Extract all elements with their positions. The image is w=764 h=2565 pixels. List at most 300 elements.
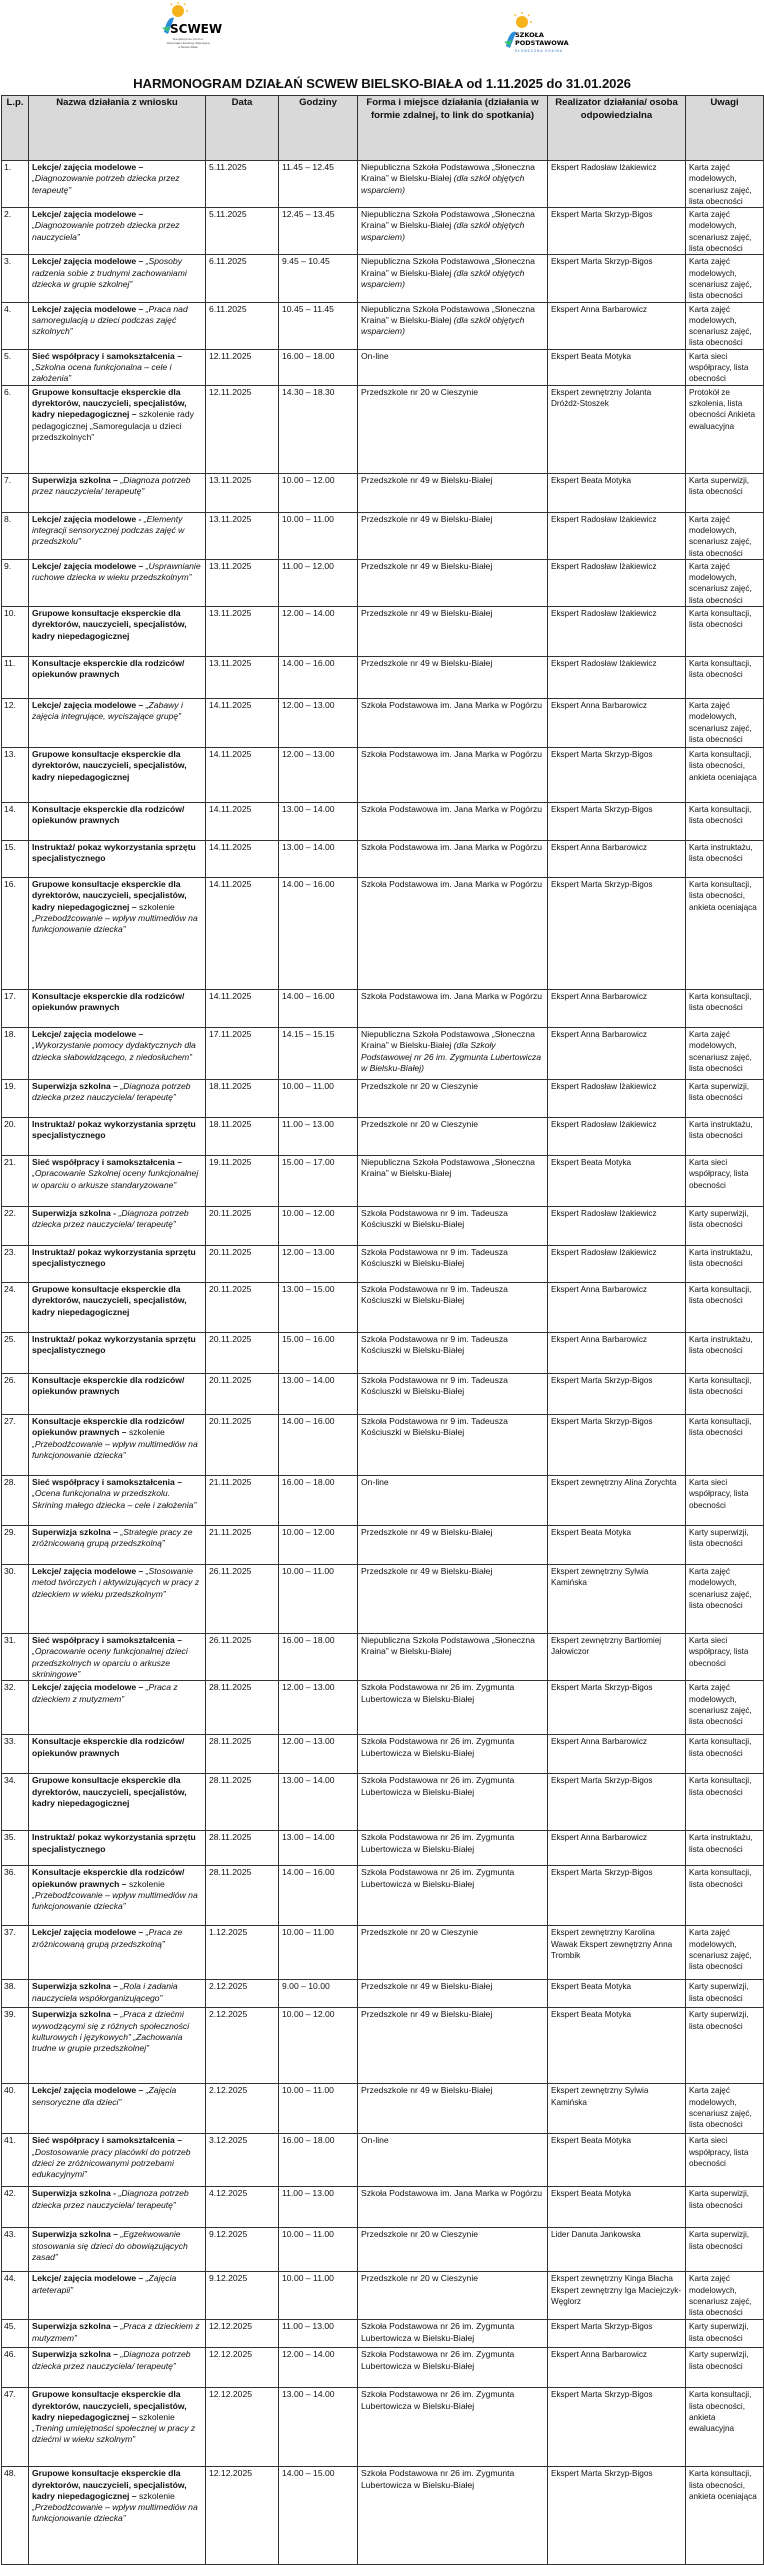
activity-responsible: Ekspert Anna Barbarowicz <box>551 1737 648 1747</box>
cell-who <box>548 2272 686 2320</box>
cell-who <box>548 2008 686 2084</box>
row-number: 11. <box>4 658 16 669</box>
activity-place: Przedszkole nr 49 w Bielsku-Białej <box>361 2009 493 2020</box>
cell-name <box>29 302 206 349</box>
table-row <box>2 1831 764 1866</box>
activity-date: 18.11.2025 <box>209 1119 252 1130</box>
cell-place <box>358 1080 548 1118</box>
activity-type: Sieć współpracy i samokształcenia – <box>32 350 182 361</box>
cell-date <box>206 1028 279 1080</box>
cell-place <box>358 2320 548 2348</box>
table-row <box>2 878 764 990</box>
activity-place: Szkoła Podstawowa nr 26 im. Zygmunta Lubertowicza w Bielsku-Białej <box>361 1682 515 1704</box>
cell-date <box>206 2467 279 2565</box>
table-row <box>2 208 764 255</box>
activity-responsible: Ekspert Radosław Iżakiewicz <box>551 1120 657 1130</box>
activity-date: 13.11.2025 <box>209 658 252 669</box>
table-row <box>2 559 764 606</box>
cell-who <box>548 1156 686 1207</box>
activity-type: Konsultacje eksperckie dla rodziców/ opiekunów prawnych <box>32 658 185 680</box>
cell-date <box>206 559 279 606</box>
activity-date: 14.11.2025 <box>209 879 252 890</box>
cell-lp <box>2 803 29 841</box>
cell-notes <box>686 1926 764 1980</box>
activity-notes: Karta instruktażu, lista obecności <box>689 1120 753 1141</box>
cell-hours <box>279 385 358 473</box>
activity-hours: 12.00 – 14.00 <box>282 2349 335 2360</box>
cell-place <box>358 2272 548 2320</box>
activity-type: Konsultacje eksperckie dla rodziców/ opiekunów prawnych <box>32 1736 185 1758</box>
activity-date: 3.12.2025 <box>209 2135 248 2146</box>
activity-type: Sieć współpracy i samokształcenia – <box>32 1477 182 1488</box>
activity-type: Grupowe konsultacje eksperckie dla dyrektorów, nauczycieli, specjalistów, kadry niepedagogicznej <box>32 608 187 641</box>
page-title: HARMONOGRAM DZIAŁAŃ SCWEW BIELSKO-BIAŁA od 1.11.2025 do 31.01.2026 <box>133 76 631 91</box>
activity-topic: „Diagnoza potrzeb dziecka przez nauczyciela/ terapeutę” <box>32 1208 189 1230</box>
row-number: 46. <box>4 2349 16 2360</box>
row-number: 4. <box>4 303 12 314</box>
row-number: 15. <box>4 842 16 853</box>
cell-lp <box>2 2084 29 2134</box>
activity-place: Przedszkole nr 20 w Cieszynie <box>361 2273 479 2284</box>
activity-topic: „Diagnoza potrzeb przez nauczyciela/ terapeutę” <box>32 474 191 496</box>
cell-lp <box>2 2320 29 2348</box>
cell-hours <box>279 1283 358 1333</box>
cell-date <box>206 1980 279 2008</box>
activity-type: Lekcje/ zajęcia modelowe – <box>32 162 144 172</box>
cell-place <box>358 1333 548 1374</box>
row-number: 35. <box>4 1832 16 1843</box>
activity-responsible: Ekspert Beata Motyka <box>551 2010 632 2020</box>
activity-type: Instruktaż/ pokaz wykorzystania sprzętu specjalistycznego <box>32 1334 196 1356</box>
activity-date: 1.12.2025 <box>209 1927 248 1938</box>
activity-date: 21.11.2025 <box>209 1527 252 1538</box>
cell-lp <box>2 878 29 990</box>
activity-responsible: Ekspert Marta Skrzyp-Bigos <box>551 1683 653 1693</box>
activity-hours: 12.00 – 13.00 <box>282 749 335 760</box>
cell-notes <box>686 803 764 841</box>
activity-place: On-line <box>361 350 389 361</box>
cell-notes <box>686 1565 764 1634</box>
cell-hours <box>279 2187 358 2228</box>
cell-name <box>29 349 206 385</box>
activity-hours: 14.00 – 16.00 <box>282 991 335 1002</box>
activity-notes: Karty superwizji, lista obecności <box>689 1528 749 1549</box>
cell-hours <box>279 1926 358 1980</box>
cell-name <box>29 1980 206 2008</box>
activity-place: Przedszkole nr 20 w Cieszynie <box>361 1081 479 1092</box>
cell-notes <box>686 1156 764 1207</box>
cell-hours <box>279 1476 358 1526</box>
table-row <box>2 748 764 803</box>
activity-date: 2.12.2025 <box>209 1981 248 1992</box>
activity-notes: Karta sieci współpracy, lista obecności <box>689 1636 749 1668</box>
cell-date <box>206 699 279 748</box>
cell-place <box>358 2084 548 2134</box>
cell-lp <box>2 607 29 657</box>
cell-lp <box>2 2187 29 2228</box>
activity-notes: Karta konsultacji, lista obecności <box>689 1868 752 1889</box>
cell-place <box>358 385 548 473</box>
activity-date: 9.12.2025 <box>209 2229 248 2240</box>
table-row <box>2 2187 764 2228</box>
activity-place: Szkoła Podstawowa nr 26 im. Zygmunta Lubertowicza w Bielsku-Białej <box>361 2321 515 2343</box>
activity-notes: Karta instruktażu, lista obecności <box>689 1248 753 1269</box>
cell-date <box>206 1246 279 1283</box>
cell-notes <box>686 699 764 748</box>
row-number: 36. <box>4 1867 16 1878</box>
activity-type: Grupowe konsultacje eksperckie dla dyrektorów, nauczycieli, specjalistów, kadry niepedagogicznej <box>32 1775 187 1808</box>
activity-hours: 9.45 – 10.45 <box>282 256 330 267</box>
cell-name <box>29 1246 206 1283</box>
activity-responsible: Ekspert zewnętrzny Sylwia Kamińska <box>551 2086 649 2107</box>
cell-name <box>29 385 206 473</box>
activity-topic: „Zajęcia arteterapii” <box>32 2273 177 2295</box>
activity-responsible: Ekspert Radosław Iżakiewicz <box>551 561 657 571</box>
cell-lp <box>2 1926 29 1980</box>
row-number: 12. <box>4 700 16 711</box>
row-number: 1. <box>4 162 12 172</box>
cell-date <box>206 657 279 699</box>
cell-who <box>548 1634 686 1681</box>
activity-responsible: Ekspert Anna Barbarowicz <box>551 1030 648 1040</box>
cell-notes <box>686 161 764 208</box>
activity-notes: Karta konsultacji, lista obecności, ankieta oceniająca <box>689 2469 757 2501</box>
row-number: 26. <box>4 1375 16 1386</box>
table-row <box>2 803 764 841</box>
table-row <box>2 990 764 1028</box>
cell-name <box>29 2084 206 2134</box>
table-row <box>2 2272 764 2320</box>
table-row <box>2 1980 764 2008</box>
cell-who <box>548 2388 686 2467</box>
activity-topic: „Zajęcia sensoryczne dla dzieci” <box>32 2085 177 2107</box>
cell-lp <box>2 208 29 255</box>
cell-hours <box>279 1866 358 1926</box>
cell-name <box>29 1735 206 1774</box>
activity-hours: 10.00 – 11.00 <box>282 513 334 524</box>
cell-place <box>358 512 548 559</box>
activity-date: 12.12.2025 <box>209 2321 253 2332</box>
cell-hours <box>279 990 358 1028</box>
activity-place: Przedszkole nr 49 w Bielsku-Białej <box>361 1566 493 1577</box>
table-row <box>2 2388 764 2467</box>
table-body <box>2 161 764 2565</box>
activity-date: 14.11.2025 <box>209 749 252 760</box>
cell-name <box>29 2348 206 2388</box>
activity-notes: Karta konsultacji, lista obecności <box>689 659 752 680</box>
activity-hours: 10.00 – 11.00 <box>282 2273 334 2284</box>
row-number: 39. <box>4 2009 16 2020</box>
activity-date: 9.12.2025 <box>209 2273 248 2284</box>
activity-place: Przedszkole nr 20 w Cieszynie <box>361 1119 479 1130</box>
cell-hours <box>279 803 358 841</box>
activity-hours: 10.00 – 12.00 <box>282 474 335 485</box>
activity-place: Przedszkole nr 49 w Bielsku-Białej <box>361 513 493 524</box>
cell-notes <box>686 1774 764 1831</box>
activity-notes: Karta zajęć modelowych, scenariusz zajęć, lista obecności <box>689 304 752 348</box>
cell-place <box>358 1374 548 1415</box>
activity-responsible: Ekspert Marta Skrzyp-Bigos <box>551 805 653 815</box>
cell-lp <box>2 841 29 878</box>
cell-hours <box>279 1028 358 1080</box>
activity-responsible: Ekspert Radosław Iżakiewicz <box>551 163 657 172</box>
activity-type: Superwizja szkolna – <box>32 2229 118 2240</box>
activity-notes: Karta superwizji, lista obecności <box>689 2189 750 2210</box>
activity-hours: 10.00 – 12.00 <box>282 2009 335 2020</box>
cell-place <box>358 208 548 255</box>
table-row <box>2 2348 764 2388</box>
cell-who <box>548 349 686 385</box>
cell-lp <box>2 2228 29 2272</box>
cell-lp <box>2 1526 29 1565</box>
activity-responsible: Ekspert Radosław Iżakiewicz <box>551 659 657 669</box>
activity-date: 28.11.2025 <box>209 1682 252 1693</box>
activity-notes: Karty superwizji, lista obecności <box>689 2322 749 2343</box>
activity-place: Przedszkole nr 49 w Bielsku-Białej <box>361 658 493 669</box>
activity-date: 12.11.2025 <box>209 350 252 361</box>
cell-place <box>358 2134 548 2187</box>
header-date: Data <box>206 96 279 161</box>
row-number: 44. <box>4 2273 16 2284</box>
activity-hours: 13.00 – 14.00 <box>282 2389 335 2400</box>
table-row <box>2 2134 764 2187</box>
cell-name <box>29 699 206 748</box>
svg-text:Wspierające Edukację Włączając: Wspierające Edukację Włączającą <box>166 41 210 45</box>
cell-hours <box>279 1565 358 1634</box>
cell-hours <box>279 1526 358 1565</box>
activity-hours: 14.00 – 16.00 <box>282 879 335 890</box>
cell-lp <box>2 559 29 606</box>
cell-date <box>206 302 279 349</box>
cell-lp <box>2 1246 29 1283</box>
cell-notes <box>686 208 764 255</box>
activity-topic: „Trening umiejętności społecznej w pracy z dziećmi w wieku szkolnym” <box>32 2423 196 2445</box>
activity-responsible: Ekspert zewnętrzny Karolina Wawak Ekspert zewnętrzny Anna Trombik <box>551 1928 673 1960</box>
activity-date: 28.11.2025 <box>209 1775 252 1786</box>
cell-hours <box>279 748 358 803</box>
activity-type: Superwizja szkolna – <box>32 2349 118 2360</box>
cell-place <box>358 349 548 385</box>
table-row <box>2 657 764 699</box>
cell-date <box>206 1118 279 1156</box>
cell-date <box>206 208 279 255</box>
cell-hours <box>279 1246 358 1283</box>
row-number: 6. <box>4 386 12 397</box>
table-row <box>2 349 764 385</box>
cell-who <box>548 1565 686 1634</box>
activity-responsible: Ekspert Anna Barbarowicz <box>551 701 648 711</box>
cell-who <box>548 1476 686 1526</box>
cell-notes <box>686 1080 764 1118</box>
cell-place <box>358 1207 548 1246</box>
activity-date: 14.11.2025 <box>209 842 252 853</box>
activity-topic: „Praca ze zróżnicowaną grupą przedszkolną” <box>32 1927 183 1949</box>
cell-place <box>358 1476 548 1526</box>
activity-notes: Karta konsultacji, lista obecności <box>689 805 752 826</box>
cell-who <box>548 1080 686 1118</box>
activity-responsible: Ekspert Anna Barbarowicz <box>551 1335 648 1345</box>
activity-hours: 10.00 – 11.00 <box>282 2229 334 2240</box>
activity-type: Konsultacje eksperckie dla rodziców/ opiekunów prawnych <box>32 991 185 1013</box>
table-header-row <box>2 96 764 161</box>
cell-date <box>206 1333 279 1374</box>
activity-place: Szkoła Podstawowa im. Jana Marka w Pogórzu <box>361 804 543 815</box>
activity-notes: Karta sieci współpracy, lista obecności <box>689 351 749 384</box>
cell-place <box>358 803 548 841</box>
cell-who <box>548 1681 686 1735</box>
cell-name <box>29 1476 206 1526</box>
cell-date <box>206 1681 279 1735</box>
activity-hours: 10.00 – 11.00 <box>282 2085 334 2096</box>
cell-who <box>548 1118 686 1156</box>
row-number: 22. <box>4 1208 16 1219</box>
cell-name <box>29 1028 206 1080</box>
cell-date <box>206 1080 279 1118</box>
activity-hours: 14.00 – 16.00 <box>282 1867 335 1878</box>
cell-lp <box>2 349 29 385</box>
cell-lp <box>2 1831 29 1866</box>
activity-hours: 16.00 – 18.00 <box>282 1477 335 1488</box>
cell-date <box>206 512 279 559</box>
activity-hours: 11.00 – 12.00 <box>282 560 334 571</box>
cell-notes <box>686 1735 764 1774</box>
table-row <box>2 161 764 208</box>
activity-topic: „Praca z dziećmi wywodzącymi się z różnych społeczności kulturowych i językowych” „Zachowania trudne w grupie przedszkolnej” <box>32 2009 190 2054</box>
activity-type: Lekcje/ zajęcia modelowe – <box>32 2085 144 2096</box>
cell-notes <box>686 1476 764 1526</box>
cell-who <box>548 512 686 559</box>
cell-hours <box>279 473 358 512</box>
activity-responsible: Ekspert Anna Barbarowicz <box>551 1285 648 1295</box>
cell-name <box>29 2228 206 2272</box>
activity-date: 28.11.2025 <box>209 1867 252 1878</box>
row-number: 7. <box>4 474 12 485</box>
cell-lp <box>2 302 29 349</box>
cell-place <box>358 1926 548 1980</box>
table-row <box>2 385 764 473</box>
activity-type: Superwizja szkolna - <box>32 1208 117 1219</box>
cell-hours <box>279 2008 358 2084</box>
scwew-logo-name: SCWEW <box>170 22 223 36</box>
cell-hours <box>279 1333 358 1374</box>
cell-date <box>206 1831 279 1866</box>
cell-who <box>548 208 686 255</box>
activity-responsible: Ekspert Beata Motyka <box>551 1158 632 1168</box>
cell-lp <box>2 1774 29 1831</box>
activity-responsible: Ekspert Marta Skrzyp-Bigos <box>551 1417 653 1427</box>
activity-date: 6.11.2025 <box>209 303 247 314</box>
activity-place: Niepubliczna Szkoła Podstawowa „Słoneczna Kraina” w Bielsku-Białej <box>361 256 535 278</box>
activity-date: 12.12.2025 <box>209 2468 253 2479</box>
activity-responsible: Ekspert Marta Skrzyp-Bigos <box>551 2469 653 2479</box>
cell-place <box>358 699 548 748</box>
cell-place <box>358 2228 548 2272</box>
cell-place <box>358 2467 548 2565</box>
cell-notes <box>686 1831 764 1866</box>
activity-notes: Karta konsultacji, lista obecności <box>689 1285 752 1306</box>
cell-lp <box>2 748 29 803</box>
activity-date: 28.11.2025 <box>209 1832 252 1843</box>
activity-place: Przedszkole nr 49 w Bielsku-Białej <box>361 608 493 619</box>
activity-place: Szkoła Podstawowa nr 26 im. Zygmunta Lubertowicza w Bielsku-Białej <box>361 1775 515 1797</box>
activity-hours: 10.00 – 11.00 <box>282 1927 334 1938</box>
activity-hours: 12.00 – 13.00 <box>282 1682 335 1693</box>
activity-hours: 14.00 – 16.00 <box>282 658 335 669</box>
row-number: 29. <box>4 1527 16 1538</box>
cell-hours <box>279 878 358 990</box>
activity-topic: „Opracowanie oceny funkcjonalnej dzieci przedszkolnych w oparciu o arkusze skriningowe” <box>32 1646 188 1679</box>
row-number: 21. <box>4 1157 16 1168</box>
svg-text:w Bielsku-Białej: w Bielsku-Białej <box>178 45 198 49</box>
activity-date: 19.11.2025 <box>209 1157 252 1168</box>
cell-notes <box>686 878 764 990</box>
cell-date <box>206 1735 279 1774</box>
activity-topic: „Rola i zadania nauczyciela współorganizującego” <box>32 1981 178 2003</box>
table-row <box>2 2228 764 2272</box>
cell-who <box>548 657 686 699</box>
cell-date <box>206 161 279 208</box>
row-number: 20. <box>4 1119 16 1130</box>
activity-hours: 9.00 – 10.00 <box>282 1981 330 1992</box>
cell-name <box>29 1118 206 1156</box>
activity-responsible: Lider Danuta Jankowska <box>551 2230 641 2240</box>
cell-place <box>358 1735 548 1774</box>
activity-place: Przedszkole nr 49 w Bielsku-Białej <box>361 474 493 485</box>
activity-hours: 13.00 – 15.00 <box>282 1284 335 1295</box>
activity-hours: 12.00 – 14.00 <box>282 608 335 619</box>
cell-hours <box>279 1735 358 1774</box>
cell-hours <box>279 2272 358 2320</box>
activity-place-note: (dla szkół objętych wsparciem) <box>361 267 525 289</box>
cell-notes <box>686 2320 764 2348</box>
activity-date: 14.11.2025 <box>209 991 252 1002</box>
cell-place <box>358 878 548 990</box>
cell-lp <box>2 990 29 1028</box>
cell-name <box>29 1774 206 1831</box>
activity-responsible: Ekspert Radosław Iżakiewicz <box>551 1209 657 1219</box>
cell-notes <box>686 1283 764 1333</box>
cell-name <box>29 1681 206 1735</box>
activity-type: Superwizja szkolna – <box>32 2009 118 2020</box>
row-number: 17. <box>4 991 16 1002</box>
activity-type: Grupowe konsultacje eksperckie dla dyrektorów, nauczycieli, specjalistów, kadry niepedagogicznej <box>32 1284 187 1317</box>
cell-notes <box>686 2084 764 2134</box>
cell-place <box>358 1246 548 1283</box>
activity-responsible: Ekspert Marta Skrzyp-Bigos <box>551 2322 653 2332</box>
cell-hours <box>279 559 358 606</box>
activity-detail: szkolenie <box>128 1427 165 1438</box>
cell-date <box>206 385 279 473</box>
cell-notes <box>686 1028 764 1080</box>
activity-place: Szkoła Podstawowa nr 9 im. Tadeusza Kościuszki w Bielsku-Białej <box>361 1416 508 1438</box>
cell-date <box>206 1926 279 1980</box>
header-notes: Uwagi <box>686 96 764 161</box>
cell-name <box>29 1207 206 1246</box>
cell-lp <box>2 255 29 302</box>
cell-place <box>358 1526 548 1565</box>
cell-lp <box>2 2388 29 2467</box>
row-number: 28. <box>4 1477 16 1488</box>
activity-type: Lekcje/ zajęcia modelowe – <box>32 1029 144 1040</box>
cell-notes <box>686 748 764 803</box>
cell-notes <box>686 1866 764 1926</box>
cell-hours <box>279 607 358 657</box>
row-number: 43. <box>4 2229 16 2240</box>
row-number: 16. <box>4 879 16 890</box>
activity-topic: „Diagnozowanie potrzeb dziecka przez terapeutę” <box>32 173 180 195</box>
activity-hours: 14.00 – 16.00 <box>282 1416 335 1427</box>
activity-date: 26.11.2025 <box>209 1566 252 1577</box>
